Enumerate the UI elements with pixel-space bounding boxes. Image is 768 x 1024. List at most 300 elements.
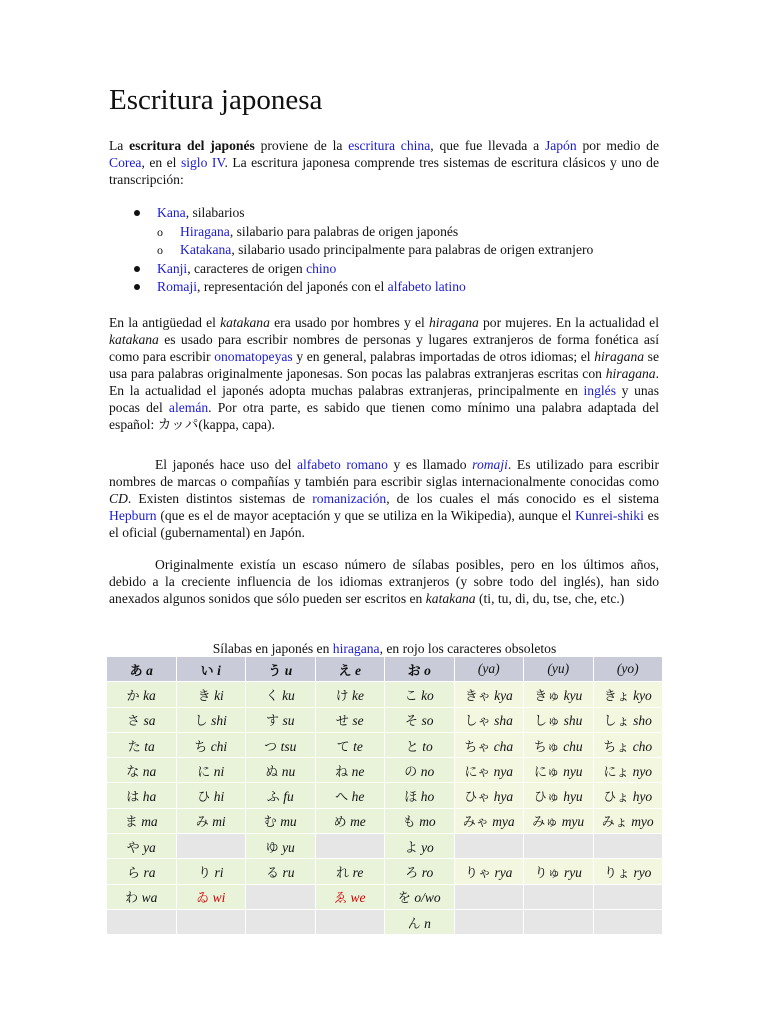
romaji-reading: o <box>424 662 431 678</box>
syllable-cell <box>107 732 177 757</box>
romaji-reading: se <box>352 713 364 729</box>
kana-char: ひゅ <box>533 790 560 806</box>
romaji-reading: we <box>350 890 366 906</box>
kana-char: か <box>126 688 140 704</box>
italic-term: hiragana <box>428 315 479 330</box>
empty-cell <box>454 909 524 934</box>
link-chino[interactable]: chino <box>306 260 337 276</box>
header-cell <box>246 657 316 682</box>
text: , que fue llevada a <box>430 138 545 153</box>
link-hepburn[interactable]: Hepburn <box>109 508 157 523</box>
romaji-reading: u <box>284 662 293 678</box>
kana-char: の <box>404 764 418 780</box>
kana-char: ぬ <box>265 764 279 780</box>
empty-cell <box>176 909 246 934</box>
link-corea[interactable]: Corea <box>109 155 142 170</box>
syllable-cell <box>524 758 594 783</box>
syllable-cell <box>385 884 455 909</box>
text: . Existen distintos sistemas de <box>127 491 313 506</box>
syllable-cell <box>176 783 246 808</box>
kana-char: りゃ <box>465 866 492 882</box>
syllable-cell <box>246 859 316 884</box>
syllable-cell <box>593 808 663 833</box>
romaji-reading: ru <box>282 865 295 881</box>
text: proviene de la <box>254 138 349 153</box>
romaji-reading: to <box>422 738 433 754</box>
syllable-cell <box>385 859 455 884</box>
header-cell <box>593 657 663 682</box>
syllable-cell <box>524 783 594 808</box>
kana-char: ん <box>407 916 421 932</box>
romaji-reading: o/wo <box>414 890 441 906</box>
table-row <box>107 859 663 884</box>
empty-cell <box>246 909 316 934</box>
italic-term: hiragana <box>594 349 645 364</box>
syllable-cell <box>524 808 594 833</box>
link-japon[interactable]: Japón <box>544 138 577 153</box>
kana-char: りゅ <box>534 866 561 882</box>
kana-char: き <box>197 688 211 704</box>
empty-cell <box>524 909 594 934</box>
kana-char: きゅ <box>534 688 561 704</box>
list-item-katakana <box>157 241 669 260</box>
kana-char: る <box>266 866 280 882</box>
romaji-reading: me <box>350 814 366 830</box>
italic-term: katakana <box>425 591 476 606</box>
kana-char: ほ <box>404 790 418 806</box>
syllable-cell <box>385 682 455 707</box>
romaji-reading: mu <box>280 814 297 830</box>
romaji-reading: rya <box>494 865 513 881</box>
kana-char: ひゃ <box>464 790 491 806</box>
text: La <box>109 138 130 153</box>
kana-char: しゃ <box>464 714 491 730</box>
text: El japonés hace uso del <box>155 457 297 472</box>
list-item-kana <box>109 204 669 260</box>
romaji-paragraph <box>109 456 659 541</box>
romaji-reading: chu <box>563 738 583 754</box>
romaji-reading: (yu) <box>547 661 570 677</box>
romaji-reading: wi <box>212 890 226 906</box>
syllable-cell <box>524 732 594 757</box>
syllable-cell <box>385 909 455 934</box>
romaji-reading: kya <box>494 687 513 703</box>
syllable-cell <box>315 808 385 833</box>
link-hiragana-caption[interactable]: hiragana <box>332 641 380 656</box>
link-alfabeto-romano[interactable]: alfabeto romano <box>296 457 388 472</box>
writing-systems-list <box>109 204 669 297</box>
kana-char: さ <box>127 714 141 730</box>
syllable-cell <box>315 732 385 757</box>
syllable-cell <box>246 682 316 707</box>
kana-char: しょ <box>603 714 630 730</box>
syllable-cell <box>454 682 524 707</box>
table-caption <box>106 640 663 657</box>
text: , silabario usado principalmente para palabras de origen extranjero <box>231 242 594 257</box>
text: , representación del japonés con el <box>197 279 388 294</box>
table-row <box>107 682 663 707</box>
romaji-reading: n <box>424 915 431 931</box>
kana-char: ゆ <box>265 840 279 856</box>
header-cell <box>524 657 594 682</box>
header-cell <box>315 657 385 682</box>
romaji-reading: myu <box>561 814 585 830</box>
kana-char: ち <box>194 739 208 755</box>
text: y es llamado <box>387 457 473 472</box>
text: Sílabas en japonés en <box>212 641 333 656</box>
text: , en el <box>141 155 181 170</box>
romaji-reading: fu <box>283 789 294 805</box>
romaji-reading: mi <box>212 814 226 830</box>
kana-char: へ <box>335 790 349 806</box>
table-row <box>107 834 663 859</box>
romaji-reading: hyu <box>563 789 583 805</box>
text: . Por otra parte, es sabido que tienen como mínimo una palabra adaptada del español: カッパ(kappa, capa). <box>109 400 659 432</box>
syllable-cell <box>524 682 594 707</box>
romaji-reading: ya <box>143 839 156 855</box>
kana-char: め <box>333 815 347 831</box>
kana-char: みゅ <box>532 815 559 831</box>
list-item-hiragana <box>157 223 669 242</box>
kana-char: みょ <box>601 815 628 831</box>
kana-char: な <box>126 764 140 780</box>
text: por medio de <box>576 138 659 153</box>
text: es usado para escribir nombres de personas y lugares extranjeros de forma fonética así como para escribir <box>109 332 659 364</box>
text: , silabario para palabras de origen japonés <box>229 223 459 239</box>
text: , silabarios <box>185 205 245 220</box>
kana-char: む <box>263 815 277 831</box>
table-row <box>107 808 663 833</box>
syllable-cell <box>176 682 246 707</box>
romaji-reading: nu <box>281 763 296 779</box>
kana-char: た <box>127 739 141 755</box>
text: En la antigüedad el <box>109 315 221 330</box>
empty-cell <box>315 834 385 859</box>
romaji-reading: i <box>217 662 221 678</box>
history-paragraph <box>109 314 659 433</box>
syllable-cell <box>246 808 316 833</box>
kana-char: きゃ <box>464 688 491 704</box>
link-hiragana[interactable]: Hiragana <box>180 223 230 239</box>
romaji-reading: sha <box>494 713 513 729</box>
bold-term: escritura del japonés <box>129 138 255 153</box>
syllable-cell <box>454 732 524 757</box>
syllable-cell <box>107 834 177 859</box>
syllable-cell <box>454 707 524 732</box>
syllable-cell <box>246 707 316 732</box>
syllable-cell <box>246 783 316 808</box>
table-row <box>107 732 663 757</box>
romaji-reading: ku <box>282 687 295 703</box>
kana-char: み <box>195 815 209 831</box>
kana-char: お <box>407 663 421 679</box>
romaji-reading: ta <box>144 738 155 754</box>
link-romaji[interactable]: Romaji <box>157 279 198 294</box>
romaji-reading: cha <box>493 738 514 754</box>
header-cell <box>454 657 524 682</box>
table-row <box>107 707 663 732</box>
link-escritura-china[interactable]: escritura china <box>348 138 431 153</box>
kana-char: ゑ <box>334 891 348 907</box>
empty-cell <box>524 834 594 859</box>
link-ingles[interactable]: inglés <box>583 383 617 398</box>
syllable-cell <box>107 859 177 884</box>
syllable-cell <box>385 707 455 732</box>
romaji-reading: su <box>282 713 295 729</box>
table-row <box>107 884 663 909</box>
kana-char: よ <box>404 840 418 856</box>
romaji-reading: sa <box>143 713 156 729</box>
kana-char: ら <box>127 866 141 882</box>
syllable-cell <box>246 834 316 859</box>
link-romanizacion[interactable]: romanización <box>312 491 387 506</box>
kana-char: にゃ <box>464 764 491 780</box>
empty-cell <box>593 909 663 934</box>
romaji-reading: sho <box>633 713 652 729</box>
romaji-reading: hyo <box>632 789 653 805</box>
romaji-reading: ki <box>214 687 224 703</box>
romaji-reading: nyo <box>632 763 653 779</box>
kana-char: ゐ <box>196 891 210 907</box>
table-body <box>107 682 663 935</box>
kana-char: ろ <box>405 866 419 882</box>
romaji-reading: mo <box>419 814 436 830</box>
empty-cell <box>524 884 594 909</box>
kana-char: しゅ <box>534 714 561 730</box>
table-row <box>107 783 663 808</box>
syllable-cell <box>315 859 385 884</box>
text: . Es utilizado para escribir nombres de marcas o compañías y también para escribir siglas internacionalmente conocidas como <box>109 457 659 489</box>
text: , de los cuales el más conocido es el sistema <box>386 491 660 506</box>
romaji-reading: ni <box>213 763 225 779</box>
kana-char: け <box>335 688 349 704</box>
link-katakana[interactable]: Katakana <box>180 242 232 257</box>
kana-char: も <box>402 815 416 831</box>
syllable-cell <box>593 682 663 707</box>
empty-cell <box>593 834 663 859</box>
intro-paragraph <box>109 137 659 188</box>
kana-char: う <box>268 663 282 679</box>
syllable-cell <box>246 758 316 783</box>
link-kanji[interactable]: Kanji <box>157 260 188 276</box>
link-aleman[interactable]: alemán <box>168 400 209 415</box>
kana-char: みゃ <box>462 815 489 831</box>
romaji-reading: ri <box>214 865 224 881</box>
syllable-cell <box>385 834 455 859</box>
kana-char: ちゅ <box>533 739 560 755</box>
kana-char: りょ <box>604 866 631 882</box>
link-romaji-inline[interactable]: romaji <box>472 457 508 472</box>
syllable-cell <box>385 783 455 808</box>
empty-cell <box>246 884 316 909</box>
syllable-cell <box>107 783 177 808</box>
italic-term: hiragana <box>605 366 656 381</box>
romaji-reading: shu <box>563 713 583 729</box>
hiragana-table <box>106 656 663 935</box>
text: y unas pocas del <box>109 383 660 415</box>
syllable-cell <box>385 758 455 783</box>
empty-cell <box>107 909 177 934</box>
syllable-cell <box>593 732 663 757</box>
header-cell <box>176 657 246 682</box>
romaji-reading: ryo <box>633 865 652 881</box>
romaji-reading: chi <box>210 738 228 754</box>
list-item-romaji <box>109 278 669 297</box>
kana-char: そ <box>405 714 419 730</box>
link-kunrei-shiki[interactable]: Kunrei-shiki <box>575 508 644 523</box>
romaji-reading: a <box>146 662 153 678</box>
syllable-cell <box>593 859 663 884</box>
text: era usado por hombres y el <box>269 315 429 330</box>
syllable-cell <box>315 884 385 909</box>
header-cell <box>107 657 177 682</box>
link-alfabeto-latino[interactable]: alfabeto latino <box>387 279 466 294</box>
table-row <box>107 909 663 934</box>
text: , caracteres de origen <box>187 260 307 276</box>
syllable-cell <box>454 783 524 808</box>
romaji-reading: ko <box>421 687 434 703</box>
romaji-reading: wa <box>141 890 158 906</box>
romaji-reading: yu <box>282 839 295 855</box>
kana-char: は <box>126 790 140 806</box>
romaji-reading: ne <box>351 763 365 779</box>
romaji-reading: (ya) <box>477 661 500 677</box>
empty-cell <box>593 884 663 909</box>
text: por mujeres. En la actualidad el <box>478 315 659 330</box>
syllable-cell <box>524 707 594 732</box>
italic-term: katakana <box>220 315 270 330</box>
kana-char: わ <box>125 891 139 907</box>
kana-char: え <box>338 663 352 679</box>
link-siglo-iv[interactable]: siglo IV <box>180 155 225 170</box>
empty-cell <box>176 834 246 859</box>
syllable-cell <box>176 808 246 833</box>
syllable-cell <box>524 859 594 884</box>
romaji-reading: ho <box>420 789 435 805</box>
italic-term: CD <box>109 491 128 506</box>
sounds-paragraph <box>109 556 659 607</box>
romaji-reading: cho <box>632 738 653 754</box>
romaji-reading: yo <box>421 839 434 855</box>
romaji-reading: no <box>420 763 435 779</box>
text: es el oficial (gubernamental) en Japón. <box>109 508 659 540</box>
romaji-reading: kyu <box>563 687 583 703</box>
romaji-reading: na <box>142 763 157 779</box>
table-header-row <box>107 657 663 682</box>
kana-char: く <box>265 688 279 704</box>
text: Originalmente existía un escaso número de sílabas posibles, pero en los últimos años, debido a la creciente influencia de los idiomas extranjeros (y sobre todo del inglés), han sido anexados algunos sonidos que sólo pueden ser escritos en <box>109 557 659 606</box>
kana-char: ま <box>124 815 138 831</box>
table-row <box>107 758 663 783</box>
header-cell <box>385 657 455 682</box>
romaji-reading: so <box>421 713 434 729</box>
syllable-cell <box>315 707 385 732</box>
romaji-reading: te <box>353 738 363 754</box>
syllable-cell <box>593 783 663 808</box>
syllable-cell <box>315 682 385 707</box>
kana-char: ちゃ <box>464 739 491 755</box>
syllable-cell <box>107 707 177 732</box>
syllable-cell <box>593 758 663 783</box>
romaji-reading: nya <box>493 763 514 779</box>
romaji-reading: tsu <box>280 738 297 754</box>
romaji-reading: ke <box>351 687 364 703</box>
romaji-reading: (yo) <box>616 661 639 677</box>
romaji-reading: hi <box>213 789 225 805</box>
syllable-cell <box>593 707 663 732</box>
syllable-cell <box>176 758 246 783</box>
syllable-cell <box>107 682 177 707</box>
text: se usa para palabras originalmente japonesas. Son pocas las palabras extranjeras escritas con <box>109 349 659 381</box>
kana-char: す <box>266 714 280 730</box>
kana-sublist <box>157 223 669 260</box>
kana-char: きょ <box>603 688 630 704</box>
syllable-cell <box>315 783 385 808</box>
romaji-reading: ra <box>143 865 156 881</box>
kana-char: ね <box>335 764 349 780</box>
romaji-reading: ma <box>141 814 158 830</box>
romaji-reading: re <box>352 865 364 881</box>
page-title: Escritura japonesa <box>109 84 323 116</box>
syllable-cell <box>385 732 455 757</box>
kana-char: て <box>336 739 350 755</box>
romaji-reading: ryu <box>563 865 582 881</box>
romaji-reading: mya <box>492 814 515 830</box>
syllable-cell <box>454 859 524 884</box>
romaji-reading: e <box>354 662 361 678</box>
text: (que es el de mayor aceptación y que se utiliza en la Wikipedia), aunque el <box>156 508 576 523</box>
italic-term: katakana <box>109 332 159 347</box>
kana-char: れ <box>336 866 350 882</box>
kana-char: ひ <box>197 790 211 806</box>
kana-char: ちょ <box>603 739 630 755</box>
text: . En la actualidad el japonés adopta muchas palabras extranjeras, principalmente en <box>109 366 659 398</box>
kana-char: り <box>198 866 212 882</box>
syllable-cell <box>107 808 177 833</box>
empty-cell <box>454 884 524 909</box>
text: . La escritura japonesa comprende tres sistemas de escritura clásicos y uno de transcripción: <box>109 155 659 187</box>
kana-char: ひょ <box>603 790 630 806</box>
syllable-cell <box>454 808 524 833</box>
romaji-reading: ha <box>142 789 157 805</box>
kana-char: と <box>405 739 419 755</box>
romaji-reading: kyo <box>633 687 652 703</box>
syllable-cell <box>315 758 385 783</box>
kana-char: あ <box>129 663 143 679</box>
kana-char: に <box>197 764 211 780</box>
romaji-reading: ka <box>143 687 156 703</box>
syllable-cell <box>176 859 246 884</box>
link-kana[interactable]: Kana <box>157 205 186 220</box>
kana-char: し <box>194 714 208 730</box>
empty-cell <box>315 909 385 934</box>
list-item-kanji <box>109 260 669 279</box>
text: , en rojo los caracteres obsoletos <box>379 641 557 656</box>
syllable-cell <box>385 808 455 833</box>
kana-char: を <box>397 891 411 907</box>
empty-cell <box>454 834 524 859</box>
romaji-reading: nyu <box>563 763 583 779</box>
kana-char: にょ <box>603 764 630 780</box>
romaji-reading: ro <box>421 865 434 881</box>
kana-char: や <box>126 840 140 856</box>
kana-char: せ <box>335 714 349 730</box>
kana-char: ふ <box>266 790 280 806</box>
syllable-cell <box>107 884 177 909</box>
link-onomatopeyas[interactable]: onomatopeyas <box>214 349 293 364</box>
syllable-cell <box>454 758 524 783</box>
kana-char: い <box>200 663 214 679</box>
